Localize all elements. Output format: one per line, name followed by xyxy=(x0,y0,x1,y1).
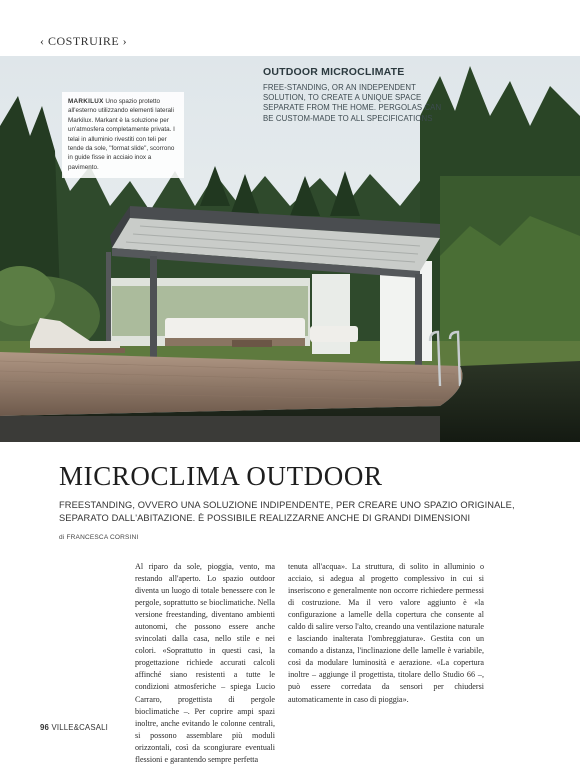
english-text: FREE-STANDING, OR AN INDEPENDENT SOLUTION, TO CREATE A UNIQUE SPACE SEPARATE FROM THE HOME. PERGOLAS CAN BE CUSTOM-MADE TO ALL SPECIFICATIONS xyxy=(263,83,442,123)
photo-caption xyxy=(62,92,184,178)
article-column-1: Al riparo da sole, pioggia, vento, ma restando all'aperto. Lo spazio outdoor diventa un luogo di totale benessere con le pergole, soprattutto se bioclimatiche. Nella versione freestanding, diventano ambienti autonomi, che possono essere anche svincolati dalla casa, nello stile e nei colori. «Soprattutto in questi casi, la progettazione richiede accurati calcoli affinché siano resistenti a tutte le condizioni atmosferiche – spiega Lucio Carraro, progettista di pergole bioclimatiche –. Per coprire ampi spazi inoltre, anche evitando le colonne centrali, si possono assemblare più moduli orizzontali, così da scongiurare eventuali flessioni e garantendo sempre perfetta xyxy=(135,562,275,764)
english-title: OUTDOOR MICROCLIMATE xyxy=(263,66,405,78)
article-byline: di FRANCESCA CORSINI xyxy=(59,534,139,541)
section-tag: ‹ COSTRUIRE › xyxy=(40,34,128,48)
page-number: 96 xyxy=(40,723,50,732)
caption-text: Uno spazio protetto all'esterno utilizzando elementi laterali Markilux. Markant è la soluzione per un'atmosfera completamente privata. I telai in alluminio rivestiti con teli per tende da sole, "format slide", scorrono in guide fisse in acciaio inox a pavimento. xyxy=(68,98,175,171)
article-subhead: FREESTANDING, OVVERO UNA SOLUZIONE INDIPENDENTE, PER CREARE UNO SPAZIO ORIGINALE, SEPARATO DALL'ABITAZIONE. È POSSIBILE REALIZZARNE ANCHE DI GRANDI DIMENSIONI xyxy=(59,500,515,523)
page-footer xyxy=(40,723,108,732)
article-column-2: tenuta all'acqua». La struttura, di solito in alluminio o acciaio, si adegua al progetto complessivo in cui si inseriscono e generalmente non occorre richiedere permessi di costruzione. Ma il vero valore aggiunto è «la configurazione a lamelle della copertura che consente al caldo di salire verso l'alto, creando una ventilazione naturale e lasciando inalterata l'ombreggiatura». Gestita con un comando a distanza, l'inclinazione delle lamelle è variabile, così da modulare luminosità e aerazione. «La copertura inoltre – aggiunge il progettista, titolare dello Studio 66 –, può essere corredata da sensori per chiudersi automaticamente in caso di pioggia». xyxy=(288,562,484,704)
article-headline: MICROCLIMA OUTDOOR xyxy=(59,461,383,491)
english-summary xyxy=(263,66,453,124)
caption-brand: MARKILUX xyxy=(68,98,104,105)
magazine-name: VILLE&CASALI xyxy=(51,723,109,732)
